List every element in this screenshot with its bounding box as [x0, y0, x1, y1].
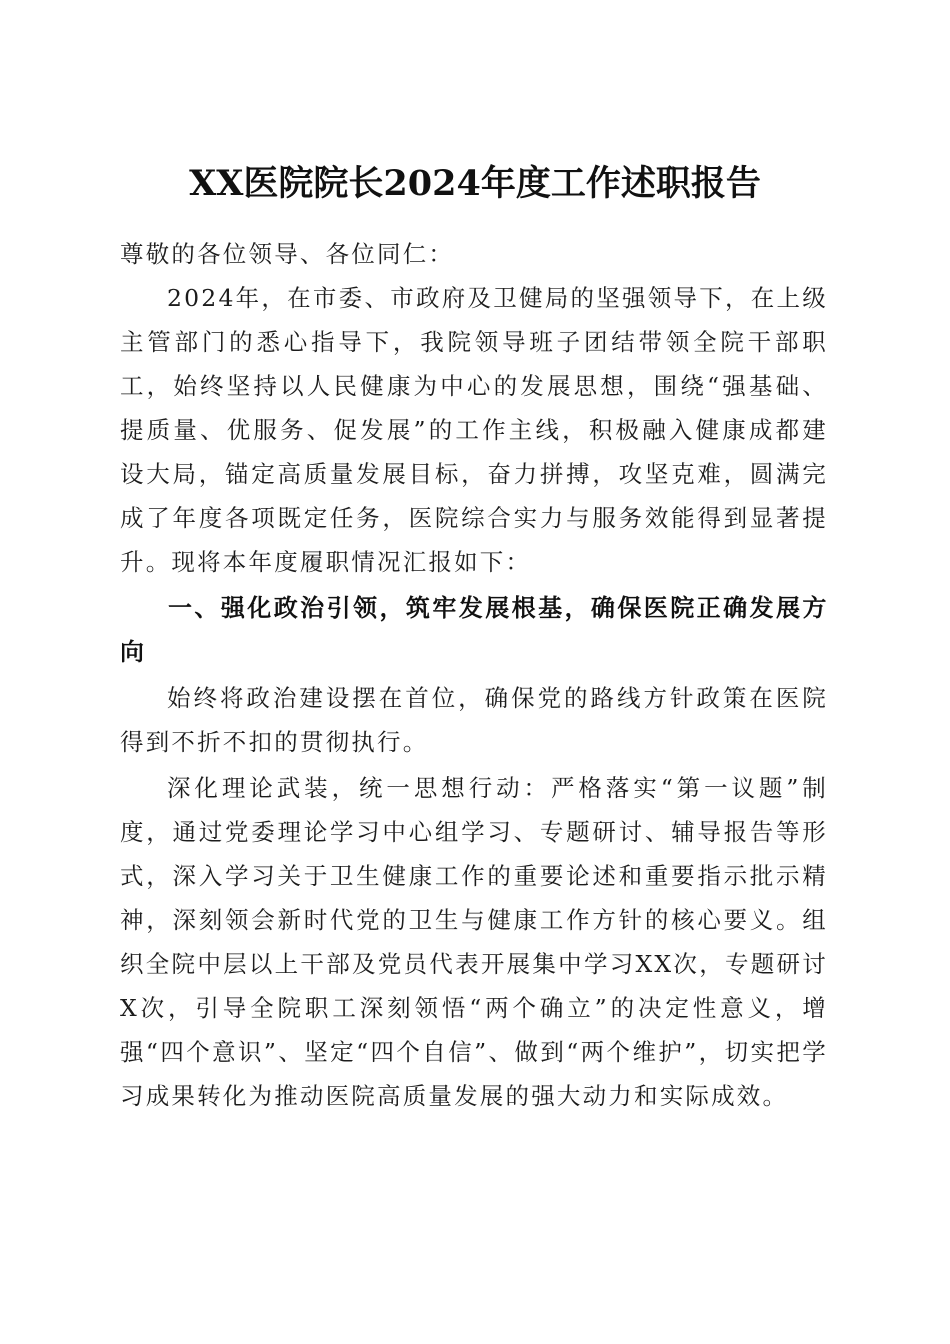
- section-heading: 一、强化政治引领，筑牢发展根基，确保医院正确发展方向: [120, 594, 828, 666]
- section-lead-paragraph: 始终将政治建设摆在首位，确保党的路线方针政策在医院得到不折不扣的贯彻执行。: [120, 684, 828, 756]
- salutation: 尊敬的各位领导、各位同仁：: [120, 240, 455, 268]
- intro-paragraph: 2024年，在市委、市政府及卫健局的坚强领导下，在上级主管部门的悉心指导下，我院领导班子团结带领全院干部职工，始终坚持以人民健康为中心的发展思想，围绕“强基础、提质量、优服务、促发展”的工作主线，积极融入健康成都建设大局，锚定高质量发展目标，奋力拼搏，攻坚克难，圆满完成了年度各项既定任务，医院综合实力与服务效能得到显著提升。现将本年度履职情况汇报如下：: [120, 284, 828, 576]
- section-body-paragraph: 深化理论武装，统一思想行动：严格落实“第一议题”制度，通过党委理论学习中心组学习、专题研讨、辅导报告等形式，深入学习关于卫生健康工作的重要论述和重要指示批示精神，深刻领会新时代党的卫生与健康工作方针的核心要义。组织全院中层以上干部及党员代表开展集中学习XX次，专题研讨X次，引导全院职工深刻领悟“两个确立”的决定性意义，增强“四个意识”、坚定“四个自信”、做到“两个维护”，切实把学习成果转化为推动医院高质量发展的强大动力和实际成效。: [120, 774, 828, 1110]
- document-title: XX医院院长2024年度工作述职报告: [189, 163, 761, 205]
- document-body: [120, 232, 828, 1118]
